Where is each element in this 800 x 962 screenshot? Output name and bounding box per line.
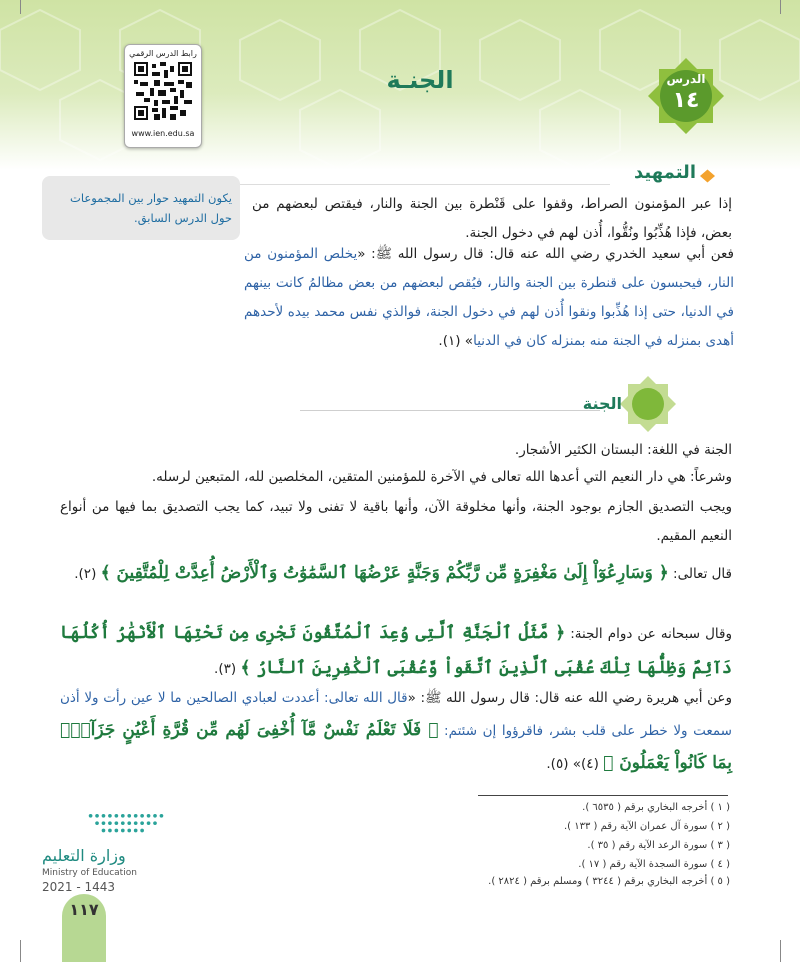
hadith2-text: قال الله تعالى: أعددت لعبادي الصالحين ما لا عين رأت ولا أذن سمعت ولا خطر على قلب بشر، فاقرؤوا إن شئتم:	[60, 690, 732, 739]
crop-mark	[780, 940, 781, 962]
verse1-paragraph	[60, 556, 732, 591]
intro-diamond-icon	[700, 162, 730, 188]
verse1-ref: (٢).	[74, 566, 101, 582]
verse1: ﴿ وَسَارِعُوٓاْ إِلَىٰ مَغْفِرَةٍ مِّن رَّبِّكُمْ وَجَنَّةٍ عَرْضُهَا ٱلسَّمَٰوَٰتُ وَٱلْأَرْضُ أُعِدَّتْ لِلْمُتَّقِينَ ﴾	[100, 563, 669, 583]
crop-mark	[780, 0, 781, 14]
ministry-name-arabic: وزارة التعليم	[42, 846, 126, 865]
hadith-end: » (١).	[438, 333, 474, 349]
definition-language	[70, 436, 732, 465]
lesson-label: الدرس	[666, 72, 706, 86]
section-badge-icon	[616, 376, 680, 432]
page-title: الجنـة	[386, 66, 454, 94]
section-title: الجنة	[582, 394, 622, 413]
qr-card[interactable]	[124, 44, 202, 148]
hadith2-intro: وعن أبي هريرة رضي الله عنه قال: قال رسول الله ﷺ: «	[407, 690, 733, 706]
hadith-paragraph	[244, 240, 734, 356]
definition-language-text: الجنة في اللغة: البستان الكثير الأشجار.	[514, 442, 732, 458]
lesson-number: ١٤	[672, 88, 700, 113]
footnote-item: ( ٣ ) سورة الرعد الآية رقم ( ٣٥ ).	[587, 840, 730, 851]
hadith2-paragraph	[60, 682, 732, 780]
footnote-item: ( ٥ ) أخرجه البخاري برقم ( ٣٢٤٤ ) ومسلم برقم ( ٢٨٢٤ ).	[488, 876, 730, 887]
ministry-name-english: Ministry of Education	[42, 868, 137, 878]
verse2-paragraph	[60, 616, 732, 686]
belief-paragraph	[60, 493, 732, 551]
page-number: ١١٧	[69, 900, 99, 919]
edition-year: 2021 - 1443	[42, 880, 116, 894]
intro-title: التمهيد	[634, 162, 696, 183]
verse1-intro: قال تعالى:	[668, 566, 732, 582]
footnote-item: ( ٢ ) سورة آل عمران الآية رقم ( ١٣٣ ).	[563, 821, 730, 832]
footnote-item: ( ٤ ) سورة السجدة الآية رقم ( ١٧ ).	[578, 859, 730, 870]
teacher-note: يكون التمهيد حوار بين المجموعات حول الدرس السابق.	[70, 191, 232, 225]
definition-sharia-text: وشرعاً: هي دار النعيم التي أعدها الله تعالى في الآخرة للمؤمنين المتقين، المخلصين لله، المتبعين لرسله.	[151, 469, 732, 485]
qr-url[interactable]: www.ien.edu.sa	[131, 129, 195, 138]
verse2: ﴿ مَّثَلُ ٱلْجَنَّةِ ٱلَّتِى وُعِدَ ٱلْمُتَّقُونَ تَجْرِى مِن تَحْتِهَا ٱلْأَنْهَٰرُ أُكُلُهَا دَآئِمٌ وَظِلُّهَا تِلْكَ عُقْبَى ٱلَّذِينَ ٱتَّقَواْ وَّعُقْبَى ٱلْكَٰفِرِينَ ٱلنَّارُ ﴾	[60, 623, 732, 678]
belief-text: ويجب التصديق الجازم بوجود الجنة، وأنها مخلوقة الآن، وأنها باقية لا تفنى ولا تبيد، كما يجب التصديق بما فيها من أنواع النعيم المقيم.	[60, 499, 732, 544]
hadith2-end: (٤)» (٥).	[546, 756, 604, 772]
intro-text: إذا عبر المؤمنون الصراط، وقفوا على قَنْطرة بين الجنة والنار، فيقتص لبعضهم من بعض، فإذا هُذِّبُوا ونُقُّوا، أُذن لهم في دخول الجنة.	[252, 196, 732, 241]
crop-mark	[20, 940, 21, 962]
footnote-item: ( ١ ) أخرجه البخاري برقم ( ٦٥٣٥ ).	[582, 802, 730, 813]
footnote-rule	[478, 795, 728, 796]
qr-label: رابط الدرس الرقمي	[129, 49, 197, 58]
verse3: ﴿ فَلَا تَعْلَمُ نَفْسٌ مَّآ أُخْفِىَ لَهُم مِّن قُرَّةِ أَعْيُنٍ جَزَآءًۢ بِمَا كَانُواْ يَعْمَلُونَ ﴾	[60, 720, 732, 773]
ministry-logo-icon	[86, 810, 178, 840]
hadith-intro: فعن أبي سعيد الخدري رضي الله عنه قال: قال رسول الله ﷺ: «	[357, 246, 734, 262]
hadith-text: يخلص المؤمنون من النار، فيحبسون على قنطرة بين الجنة والنار، فيُقص لبعضهم من بعض مظالمُ كانت بينهم في الدنيا، حتى إذا هُذِّبوا ونقوا أُذن لهم في دخول الجنة، فوالذي نفس محمد بيده لأحدهم أهدى بمنزله في الجنة منه بمنزله كان في الدنيا	[244, 246, 734, 349]
definition-sharia	[70, 463, 732, 492]
verse2-ref: (٣).	[214, 661, 241, 677]
crop-mark	[20, 0, 21, 14]
qr-code-icon[interactable]	[134, 62, 192, 120]
verse2-intro: وقال سبحانه عن دوام الجنة:	[565, 626, 732, 642]
